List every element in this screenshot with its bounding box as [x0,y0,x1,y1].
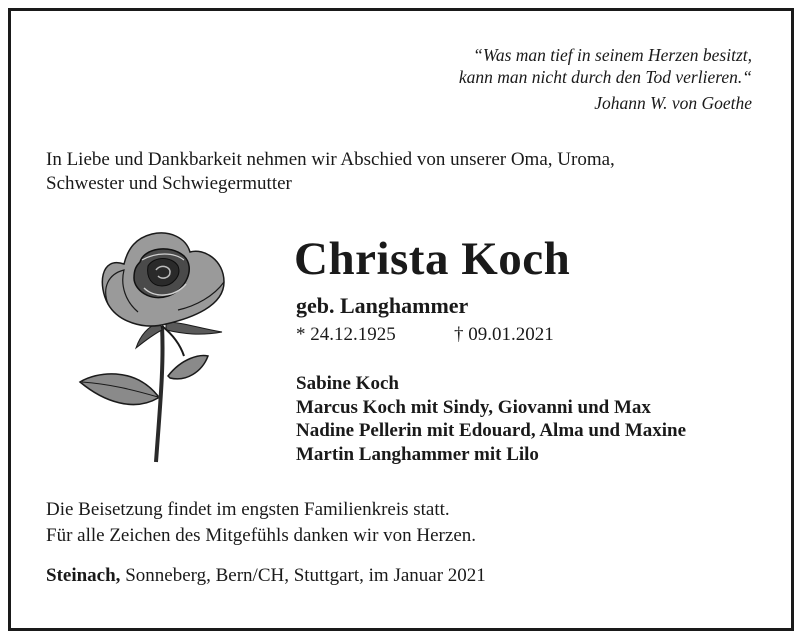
places-line [46,565,486,587]
quote-author: Johann W. von Goethe [594,93,752,113]
places-rest: Sonneberg, Bern/CH, Stuttgart, im Januar 2021 [120,565,486,586]
quote-line-1: “Was man tief in seinem Herzen besitzt, [473,45,752,65]
intro-text [46,148,615,196]
mourners-list [296,372,686,466]
funeral-notice [46,497,476,549]
notice-line-1: Die Beisetzung findet im engsten Familienkreis statt. [46,499,450,520]
mourner-line: Marcus Koch mit Sindy, Giovanni und Max [296,396,651,418]
deceased-name: Christa Koch [294,233,571,285]
mourner-line: Martin Langhammer mit Lilo [296,443,539,465]
intro-line-2: Schwester und Schwiegermutter [46,173,292,194]
mourner-line: Sabine Koch [296,373,399,394]
goethe-quote [459,44,752,114]
maiden-name: geb. Langhammer [296,293,469,318]
birth-date: * 24.12.1925 [296,324,396,345]
notice-line-2: Für alle Zeichen des Mitgefühls danken wir von Herzen. [46,525,477,546]
life-dates [296,324,554,346]
quote-line-2: kann man nicht durch den Tod verlieren.“ [458,67,752,87]
rose-icon [74,226,234,466]
death-date: † 09.01.2021 [454,324,554,345]
intro-line-1: In Liebe und Dankbarkeit nehmen wir Abschied von unserer Oma, Uroma, [46,149,615,170]
mourner-line: Nadine Pellerin mit Edouard, Alma und Maxine [296,420,687,441]
places-primary: Steinach, [46,565,121,586]
